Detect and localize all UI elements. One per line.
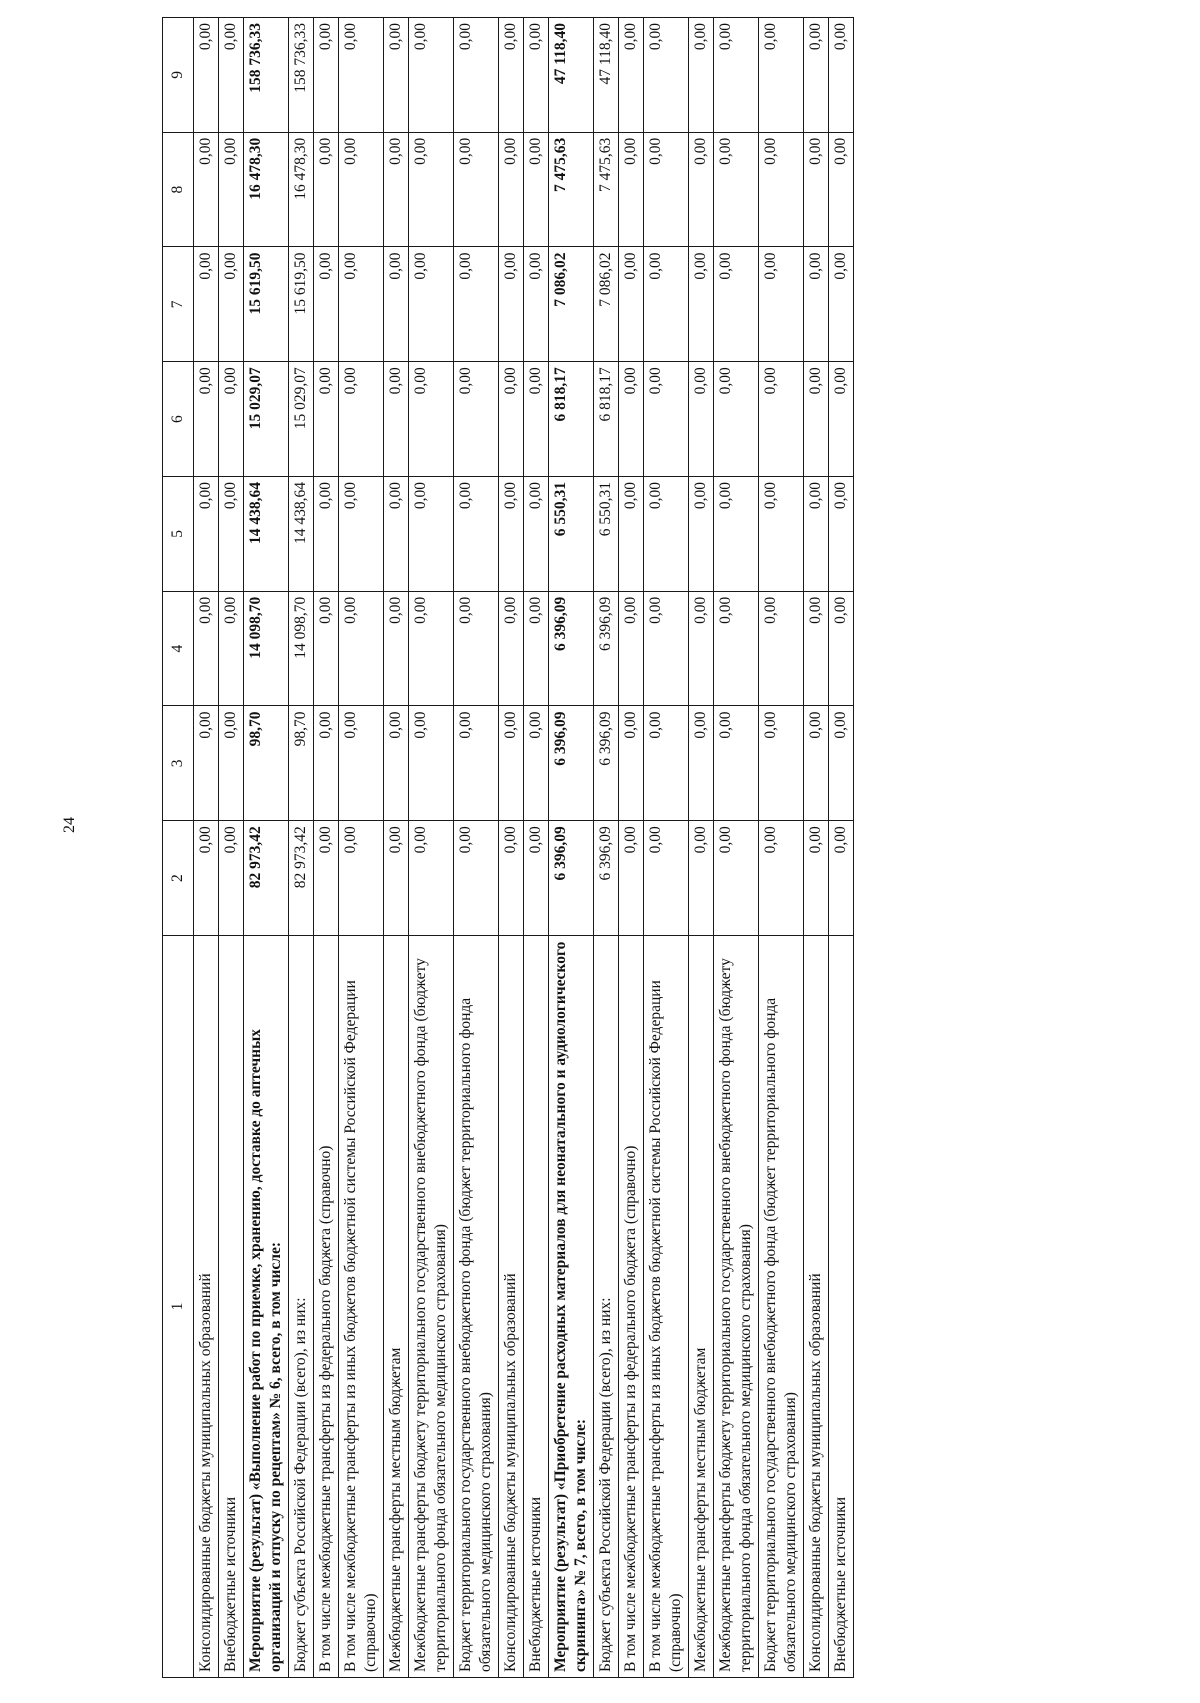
page-number: 24 (61, 817, 78, 833)
row-value: 0,00 (454, 477, 499, 592)
row-value: 0,00 (804, 18, 829, 133)
row-value: 0,00 (409, 706, 454, 821)
row-label: Бюджет территориального государственного внебюджетного фонда (бюджет территориального фонда обязательного медицинского страхования) (759, 936, 804, 1678)
row-value: 0,00 (384, 477, 409, 592)
row-value: 0,00 (194, 18, 219, 133)
table-row (524, 18, 549, 1678)
row-value: 0,00 (314, 18, 339, 133)
row-value: 0,00 (194, 362, 219, 477)
row-value: 0,00 (714, 362, 759, 477)
row-value: 0,00 (314, 706, 339, 821)
row-value: 0,00 (804, 821, 829, 936)
row-value: 6 818,17 (549, 362, 594, 477)
table-row (714, 18, 759, 1678)
row-value: 0,00 (384, 18, 409, 133)
table-row (689, 18, 714, 1678)
row-value: 0,00 (689, 477, 714, 592)
table-body (194, 18, 854, 1678)
table-row (499, 18, 524, 1678)
row-value: 0,00 (759, 247, 804, 362)
row-value: 0,00 (219, 362, 244, 477)
row-value: 0,00 (804, 477, 829, 592)
row-value: 0,00 (219, 591, 244, 706)
row-value: 0,00 (714, 477, 759, 592)
row-value: 0,00 (689, 591, 714, 706)
table-row (619, 18, 644, 1678)
row-value: 0,00 (619, 247, 644, 362)
row-value: 16 478,30 (289, 132, 314, 247)
row-value: 0,00 (804, 591, 829, 706)
row-value: 0,00 (714, 706, 759, 821)
row-value: 0,00 (644, 362, 689, 477)
row-value: 0,00 (454, 18, 499, 133)
row-label: Межбюджетные трансферты бюджету территориального государственного внебюджетного фонда (бюджету территориального фонда обязательного медицинского страхования) (714, 936, 759, 1678)
row-value: 0,00 (644, 477, 689, 592)
row-label: Межбюджетные трансферты местным бюджетам (689, 936, 714, 1678)
column-header: 9 (163, 18, 194, 133)
row-value: 0,00 (454, 362, 499, 477)
budget-table (162, 17, 854, 1678)
row-value: 0,00 (409, 821, 454, 936)
row-label: В том числе межбюджетные трансферты из иных бюджетов бюджетной системы Российской Федерации (справочно) (339, 936, 384, 1678)
row-value: 0,00 (689, 247, 714, 362)
row-value: 0,00 (194, 591, 219, 706)
row-value: 0,00 (499, 132, 524, 247)
row-value: 0,00 (314, 591, 339, 706)
row-value: 0,00 (384, 132, 409, 247)
row-value: 0,00 (644, 706, 689, 821)
row-value: 0,00 (339, 821, 384, 936)
row-value: 0,00 (829, 247, 854, 362)
row-value: 14 438,64 (289, 477, 314, 592)
row-value: 0,00 (384, 591, 409, 706)
row-value: 0,00 (409, 477, 454, 592)
column-header: 6 (163, 362, 194, 477)
row-value: 0,00 (194, 132, 219, 247)
row-value: 0,00 (314, 362, 339, 477)
row-value: 0,00 (804, 706, 829, 821)
row-label: В том числе межбюджетные трансферты из иных бюджетов бюджетной системы Российской Федерации (справочно) (644, 936, 689, 1678)
table-row (594, 18, 619, 1678)
row-value: 0,00 (714, 821, 759, 936)
table-row (194, 18, 219, 1678)
row-value: 0,00 (524, 18, 549, 133)
row-label: Межбюджетные трансферты местным бюджетам (384, 936, 409, 1678)
row-value: 0,00 (644, 18, 689, 133)
row-value: 7 475,63 (549, 132, 594, 247)
row-value: 0,00 (524, 477, 549, 592)
row-value: 0,00 (619, 821, 644, 936)
row-value: 0,00 (714, 132, 759, 247)
row-label: Бюджет территориального государственного внебюджетного фонда (бюджет территориального фонда обязательного медицинского страхования) (454, 936, 499, 1678)
row-value: 0,00 (499, 362, 524, 477)
row-value: 0,00 (689, 132, 714, 247)
row-value: 0,00 (409, 362, 454, 477)
row-value: 0,00 (409, 247, 454, 362)
row-value: 0,00 (314, 247, 339, 362)
row-value: 0,00 (714, 18, 759, 133)
row-value: 0,00 (499, 591, 524, 706)
row-value: 6 550,31 (549, 477, 594, 592)
row-value: 6 396,09 (549, 706, 594, 821)
row-value: 0,00 (194, 247, 219, 362)
row-value: 0,00 (619, 591, 644, 706)
row-label: Межбюджетные трансферты бюджету территориального государственного внебюджетного фонда (бюджету территориального фонда обязательного медицинского страхования) (409, 936, 454, 1678)
row-value: 0,00 (194, 477, 219, 592)
rotated-table-sheet (162, 18, 1192, 1678)
row-value: 0,00 (759, 477, 804, 592)
row-value: 0,00 (409, 591, 454, 706)
row-label: Внебюджетные источники (829, 936, 854, 1678)
row-value: 98,70 (244, 706, 289, 821)
row-value: 15 619,50 (289, 247, 314, 362)
row-label: Бюджет субъекта Российской Федерации (всего), из них: (289, 936, 314, 1678)
row-value: 0,00 (314, 821, 339, 936)
row-value: 0,00 (314, 477, 339, 592)
row-value: 0,00 (339, 477, 384, 592)
table-row (409, 18, 454, 1678)
table-row (289, 18, 314, 1678)
row-label: Мероприятие (результат) «Приобретение расходных материалов для неонатального и аудиологического скрининга» № 7, всего, в том числе: (549, 936, 594, 1678)
row-value: 0,00 (339, 132, 384, 247)
row-value: 0,00 (619, 706, 644, 821)
row-value: 0,00 (219, 247, 244, 362)
row-value: 0,00 (219, 477, 244, 592)
row-value: 0,00 (644, 821, 689, 936)
row-value: 0,00 (689, 706, 714, 821)
row-label: Консолидированные бюджеты муниципальных образований (499, 936, 524, 1678)
row-value: 0,00 (759, 132, 804, 247)
row-value: 15 029,07 (244, 362, 289, 477)
row-value: 0,00 (759, 362, 804, 477)
row-value: 0,00 (454, 706, 499, 821)
row-value: 98,70 (289, 706, 314, 821)
row-value: 0,00 (829, 132, 854, 247)
row-value: 0,00 (454, 132, 499, 247)
row-value: 0,00 (759, 591, 804, 706)
row-label: В том числе межбюджетные трансферты из федерального бюджета (справочно) (619, 936, 644, 1678)
row-value: 0,00 (384, 362, 409, 477)
row-value: 0,00 (454, 591, 499, 706)
row-value: 0,00 (339, 362, 384, 477)
row-label: Мероприятие (результат) «Выполнение работ по приемке, хранению, доставке до аптечных организаций и отпуску по рецептам» № 6, всего, в том числе: (244, 936, 289, 1678)
row-value: 0,00 (409, 18, 454, 133)
column-header: 7 (163, 247, 194, 362)
row-value: 82 973,42 (289, 821, 314, 936)
row-value: 0,00 (804, 362, 829, 477)
row-value: 0,00 (524, 591, 549, 706)
row-value: 158 736,33 (289, 18, 314, 133)
row-value: 0,00 (499, 477, 524, 592)
row-value: 0,00 (829, 591, 854, 706)
column-header: 1 (163, 936, 194, 1678)
row-value: 7 086,02 (549, 247, 594, 362)
row-label: В том числе межбюджетные трансферты из федерального бюджета (справочно) (314, 936, 339, 1678)
column-header: 4 (163, 591, 194, 706)
row-label: Бюджет субъекта Российской Федерации (всего), из них: (594, 936, 619, 1678)
row-value: 0,00 (619, 362, 644, 477)
column-header: 8 (163, 132, 194, 247)
row-value: 6 396,09 (594, 706, 619, 821)
table-row (384, 18, 409, 1678)
row-value: 0,00 (219, 132, 244, 247)
row-value: 14 098,70 (244, 591, 289, 706)
row-value: 0,00 (619, 477, 644, 592)
row-value: 15 029,07 (289, 362, 314, 477)
row-value: 0,00 (409, 132, 454, 247)
row-value: 0,00 (524, 132, 549, 247)
row-value: 0,00 (689, 18, 714, 133)
table-header-row (163, 18, 194, 1678)
row-value: 0,00 (454, 247, 499, 362)
row-value: 6 396,09 (549, 591, 594, 706)
row-value: 0,00 (524, 706, 549, 821)
row-value: 6 396,09 (594, 821, 619, 936)
row-value: 0,00 (339, 706, 384, 821)
row-value: 0,00 (804, 132, 829, 247)
row-value: 0,00 (524, 821, 549, 936)
row-value: 6 396,09 (594, 591, 619, 706)
row-value: 0,00 (499, 18, 524, 133)
column-header: 5 (163, 477, 194, 592)
row-value: 15 619,50 (244, 247, 289, 362)
row-value: 0,00 (689, 821, 714, 936)
row-value: 0,00 (384, 247, 409, 362)
row-value: 7 475,63 (594, 132, 619, 247)
row-label: Внебюджетные источники (219, 936, 244, 1678)
row-value: 0,00 (619, 18, 644, 133)
row-value: 14 438,64 (244, 477, 289, 592)
row-value: 0,00 (454, 821, 499, 936)
table-row (549, 18, 594, 1678)
row-value: 0,00 (339, 591, 384, 706)
row-value: 0,00 (194, 821, 219, 936)
row-label: Внебюджетные источники (524, 936, 549, 1678)
row-value: 14 098,70 (289, 591, 314, 706)
table-row (829, 18, 854, 1678)
row-value: 0,00 (829, 477, 854, 592)
row-value: 7 086,02 (594, 247, 619, 362)
column-header: 2 (163, 821, 194, 936)
row-value: 0,00 (619, 132, 644, 247)
row-value: 158 736,33 (244, 18, 289, 133)
row-value: 0,00 (829, 18, 854, 133)
row-value: 0,00 (194, 706, 219, 821)
row-value: 0,00 (714, 591, 759, 706)
table-row (219, 18, 244, 1678)
row-value: 0,00 (314, 132, 339, 247)
table-row (244, 18, 289, 1678)
row-value: 0,00 (644, 132, 689, 247)
row-value: 0,00 (829, 706, 854, 821)
row-value: 0,00 (759, 18, 804, 133)
row-value: 0,00 (714, 247, 759, 362)
row-value: 82 973,42 (244, 821, 289, 936)
row-value: 0,00 (219, 706, 244, 821)
row-value: 0,00 (339, 247, 384, 362)
row-value: 0,00 (524, 362, 549, 477)
row-value: 0,00 (829, 821, 854, 936)
row-value: 0,00 (499, 247, 524, 362)
row-value: 0,00 (219, 821, 244, 936)
row-value: 16 478,30 (244, 132, 289, 247)
row-value: 0,00 (384, 706, 409, 821)
row-value: 0,00 (499, 821, 524, 936)
row-value: 0,00 (339, 18, 384, 133)
table-row (759, 18, 804, 1678)
row-value: 6 396,09 (549, 821, 594, 936)
row-value: 0,00 (644, 591, 689, 706)
row-value: 0,00 (384, 821, 409, 936)
row-label: Консолидированные бюджеты муниципальных образований (804, 936, 829, 1678)
row-value: 0,00 (804, 247, 829, 362)
row-label: Консолидированные бюджеты муниципальных образований (194, 936, 219, 1678)
row-value: 0,00 (759, 706, 804, 821)
row-value: 0,00 (759, 821, 804, 936)
row-value: 6 818,17 (594, 362, 619, 477)
table-row (314, 18, 339, 1678)
row-value: 47 118,40 (549, 18, 594, 133)
table-row (339, 18, 384, 1678)
row-value: 47 118,40 (594, 18, 619, 133)
row-value: 6 550,31 (594, 477, 619, 592)
row-value: 0,00 (524, 247, 549, 362)
row-value: 0,00 (499, 706, 524, 821)
table-row (454, 18, 499, 1678)
row-value: 0,00 (644, 247, 689, 362)
row-value: 0,00 (219, 18, 244, 133)
row-value: 0,00 (829, 362, 854, 477)
table-row (804, 18, 829, 1678)
row-value: 0,00 (689, 362, 714, 477)
column-header: 3 (163, 706, 194, 821)
table-row (644, 18, 689, 1678)
